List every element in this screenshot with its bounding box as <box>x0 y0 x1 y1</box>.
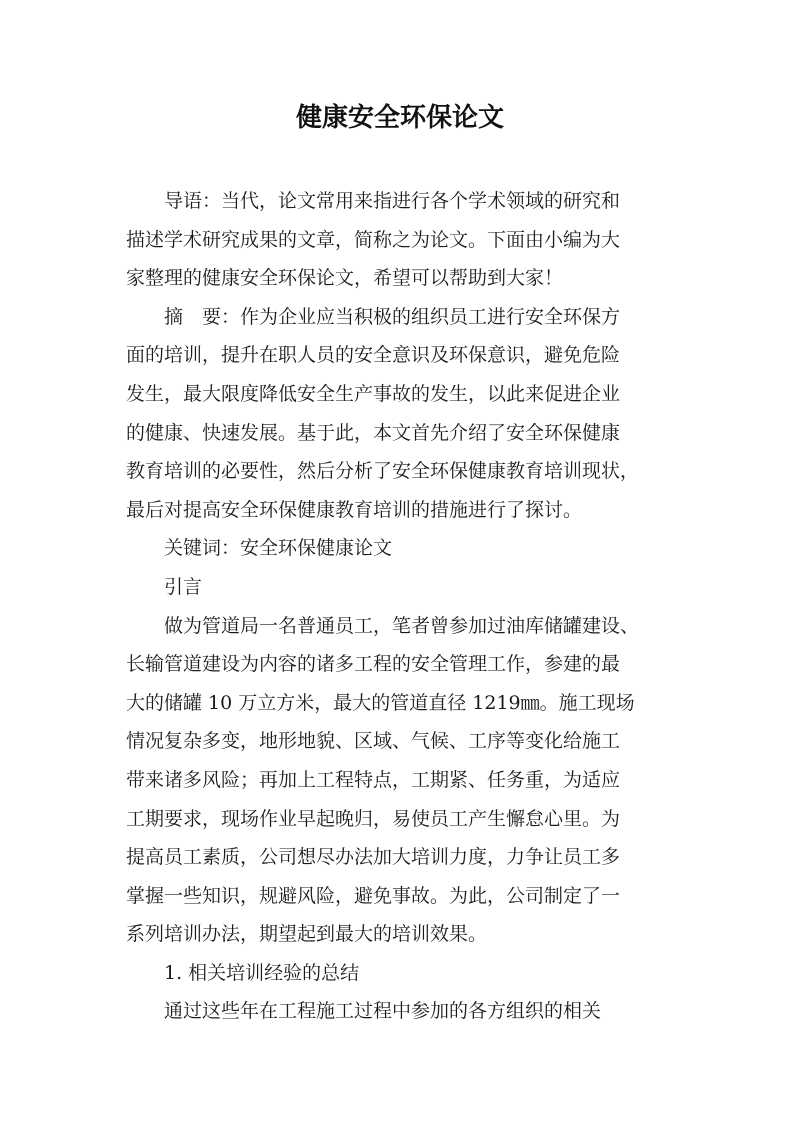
paragraph-line: 做为管道局一名普通员工，笔者曾参加过油库储罐建设、 <box>164 614 640 637</box>
paragraph-line: 大的储罐 10 万立方米，最大的管道直径 1219㎜。施工现场 <box>126 691 635 714</box>
paragraph-line: 通过这些年在工程施工过程中参加的各方组织的相关 <box>164 1000 602 1023</box>
paragraph-line: 提高员工素质，公司想尽办法加大培训力度，力争让员工多 <box>126 846 621 869</box>
paragraph-line: 摘 要：作为企业应当积极的组织员工进行安全环保方 <box>164 305 621 328</box>
paragraph-line: 的健康、快速发展。基于此，本文首先介绍了安全环保健康 <box>126 421 621 444</box>
paragraph-line: 最后对提高安全环保健康教育培训的措施进行了探讨。 <box>126 498 583 521</box>
document-body <box>126 182 686 1031</box>
paragraph-line: 掌握一些知识，规避风险，避免事故。为此，公司制定了一 <box>126 884 621 907</box>
paragraph-line: 系列培训办法，期望起到最大的培训效果。 <box>126 923 488 946</box>
paragraph-line: 面的培训，提升在职人员的安全意识及环保意识，避免危险 <box>126 344 621 367</box>
paragraph-line: 发生，最大限度降低安全生产事故的发生，以此来促进企业 <box>126 382 621 405</box>
document-title: 健康安全环保论文 <box>295 103 504 133</box>
paragraph-line: 描述学术研究成果的文章，简称之为论文。下面由小编为大 <box>126 228 621 251</box>
paragraph-line: 长输管道建设为内容的诸多工程的安全管理工作，参建的最 <box>126 653 621 676</box>
paragraph-line: 引言 <box>164 575 203 598</box>
paragraph-line: 导语：当代，论文常用来指进行各个学术领域的研究和 <box>164 190 621 212</box>
paragraph-line: 关键词：安全环保健康论文 <box>164 537 393 560</box>
paragraph-line: 教育培训的必要性，然后分析了安全环保健康教育培训现状， <box>126 460 640 483</box>
paragraph-line: 带来诸多风险；再加上工程特点，工期紧、任务重，为适应 <box>126 768 621 791</box>
paragraph-line: 情况复杂多变，地形地貌、区域、气候、工序等变化给施工 <box>126 730 621 753</box>
paragraph-line: 家整理的健康安全环保论文，希望可以帮助到大家！ <box>126 267 564 290</box>
paragraph-line: 工期要求，现场作业早起晚归，易使员工产生懈怠心里。为 <box>126 807 621 830</box>
paragraph-line: 1. 相关培训经验的总结 <box>164 961 360 984</box>
